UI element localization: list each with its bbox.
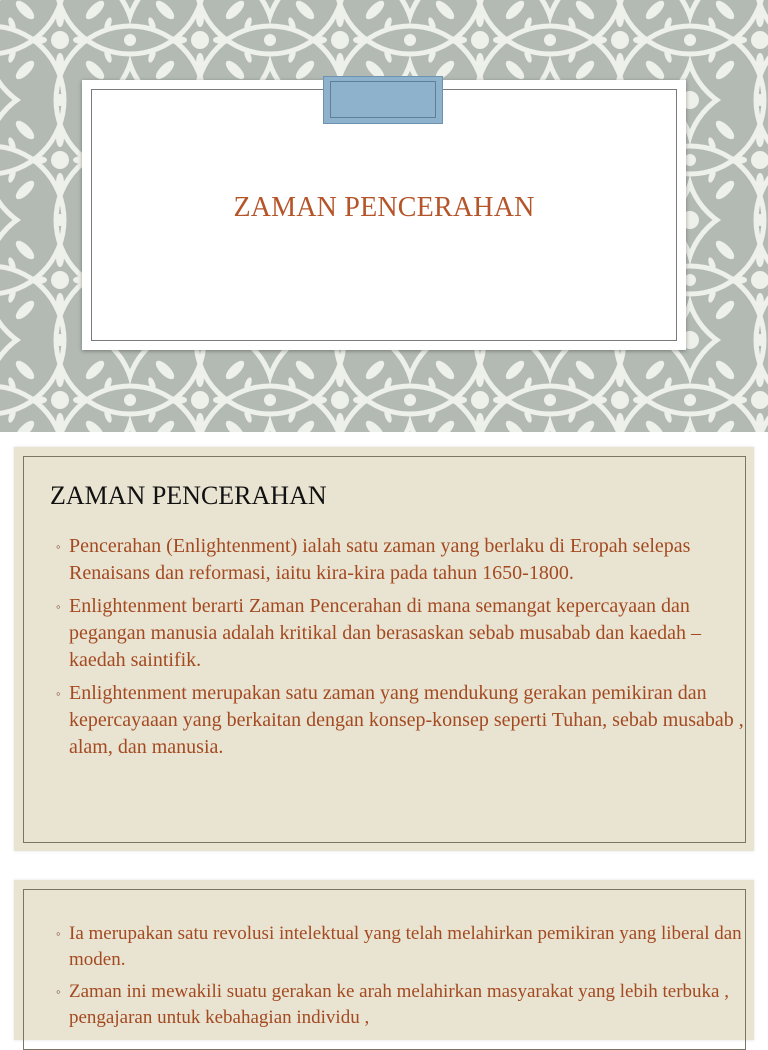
ring-bullet-icon: ◦	[56, 686, 61, 701]
title-tab-decoration	[323, 76, 443, 124]
bullet-text: Ia merupakan satu revolusi intelektual yang telah melahirkan pemikiran yang liberal dan moden.	[69, 923, 742, 970]
bullet-text: Zaman ini mewakili suatu gerakan ke arah melahirkan masyarakat yang lebih terbuka , pengajaran untuk kebahagian individu ,	[69, 981, 729, 1028]
list-item	[56, 680, 746, 761]
bullet-list	[56, 921, 746, 1037]
bullet-text: Pencerahan (Enlightenment) ialah satu zaman yang berlaku di Eropah selepas Renaisans dan reformasi, iaitu kira-kira pada tahun 1650-1800.	[69, 535, 691, 584]
ring-bullet-icon: ◦	[56, 599, 61, 614]
ring-bullet-icon: ◦	[56, 926, 61, 941]
list-item	[56, 921, 746, 973]
title-slide	[0, 0, 768, 432]
bullet-list	[56, 533, 746, 767]
title-card	[82, 80, 686, 350]
list-item	[56, 593, 746, 674]
slide-heading: ZAMAN PENCERAHAN	[50, 481, 327, 510]
content-slide-1	[14, 447, 754, 851]
slide-title: ZAMAN PENCERAHAN	[233, 192, 535, 223]
ring-bullet-icon: ◦	[56, 539, 61, 554]
content-slide-2	[14, 880, 754, 1040]
ring-bullet-icon: ◦	[56, 984, 61, 999]
list-item	[56, 979, 746, 1031]
bullet-text: Enlightenment berarti Zaman Pencerahan di mana semangat kepercayaan dan pegangan manusia adalah kritikal dan berasaskan sebab musabab dan kaedah – kaedah saintifik.	[69, 595, 701, 671]
bullet-text: Enlightenment merupakan satu zaman yang mendukung gerakan pemikiran dan kepercayaaan yang berkaitan dengan konsep-konsep seperti Tuhan, sebab musabab , alam, dan manusia.	[69, 682, 744, 758]
list-item	[56, 533, 746, 587]
